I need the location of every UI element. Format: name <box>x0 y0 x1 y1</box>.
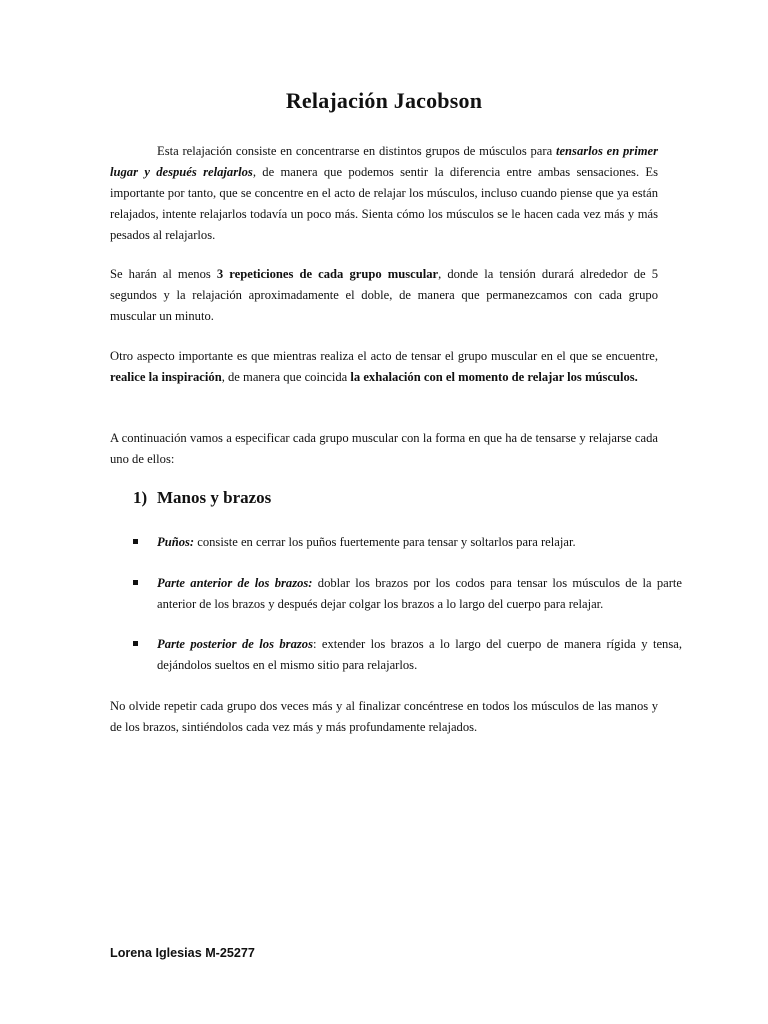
paragraph-emphasis: 3 repeticiones de cada grupo muscular <box>216 267 439 281</box>
paragraph-text: Esta relajación consiste en concentrarse en distintos grupos de músculos para <box>157 144 556 158</box>
document-title: Relajación Jacobson <box>285 88 483 113</box>
paragraph-intro-groups: A continuación vamos a especificar cada grupo muscular con la forma en que ha de tensarse y relajarse cada uno de ellos: <box>110 431 658 466</box>
bullet-text: : extender los brazos a lo largo del cuerpo de manera rígida y tensa, dejándolos sueltos en el mismo sitio para relajarlos. <box>157 637 682 672</box>
paragraph-text: Otro aspecto importante es que mientras realiza el acto de tensar el grupo muscular en el que se encuentre, <box>110 349 658 363</box>
section-heading <box>133 488 271 508</box>
paragraph-closing: No olvide repetir cada grupo dos veces más y al finalizar concéntrese en todos los músculos de las manos y de los brazos, sintiéndolos cada vez más y más profundamente relajados. <box>110 699 658 734</box>
section-number: 1) <box>133 488 148 507</box>
paragraph-emphasis: realice la inspiración <box>110 370 222 384</box>
bullet-term: Parte anterior de los brazos: <box>157 576 313 590</box>
square-bullet-icon <box>133 641 138 646</box>
bullet-item-posterior <box>133 634 682 676</box>
paragraph-text: , de manera que coincida <box>221 370 351 384</box>
bullet-term: Puños: <box>157 535 195 549</box>
bullet-item-punos <box>133 532 682 553</box>
section-title: Manos y brazos <box>157 488 272 507</box>
bullet-text: doblar los brazos por los codos para tensar los músculos de la parte anterior de los brazos y después dejar colgar los brazos a lo largo del cuerpo para relajar. <box>157 576 682 611</box>
paragraph-breathing <box>110 346 658 388</box>
paragraph-repetitions <box>110 264 658 327</box>
bullet-item-anterior <box>133 573 682 615</box>
paragraph-text: , de manera que podemos sentir la diferencia entre ambas sensaciones. Es importante por tanto, que se concentre en el acto de relajar los músculos, incluso cuando piense que ya están relajados, intente relajarlos todavía un poco más. Sienta cómo los músculos se le hacen cada vez más y más pesados al relajarlos. <box>110 165 659 242</box>
footer-author: Lorena Iglesias M-25277 <box>110 946 255 960</box>
paragraph-intro <box>110 141 658 246</box>
paragraph-text: Se harán al menos <box>110 267 217 281</box>
bullet-text: consiste en cerrar los puños fuertemente para tensar y soltarlos para relajar. <box>194 535 576 549</box>
paragraph-text: , donde la tensión durará alrededor de 5 segundos y la relajación aproximadamente el doble, de manera que permanezcamos con cada grupo muscular un minuto. <box>110 267 658 323</box>
square-bullet-icon <box>133 539 138 544</box>
square-bullet-icon <box>133 580 138 585</box>
paragraph-emphasis: tensarlos en primer lugar y después relajarlos <box>110 144 658 179</box>
paragraph-emphasis: la exhalación con el momento de relajar los músculos. <box>350 370 638 384</box>
bullet-term: Parte posterior de los brazos <box>157 637 313 651</box>
